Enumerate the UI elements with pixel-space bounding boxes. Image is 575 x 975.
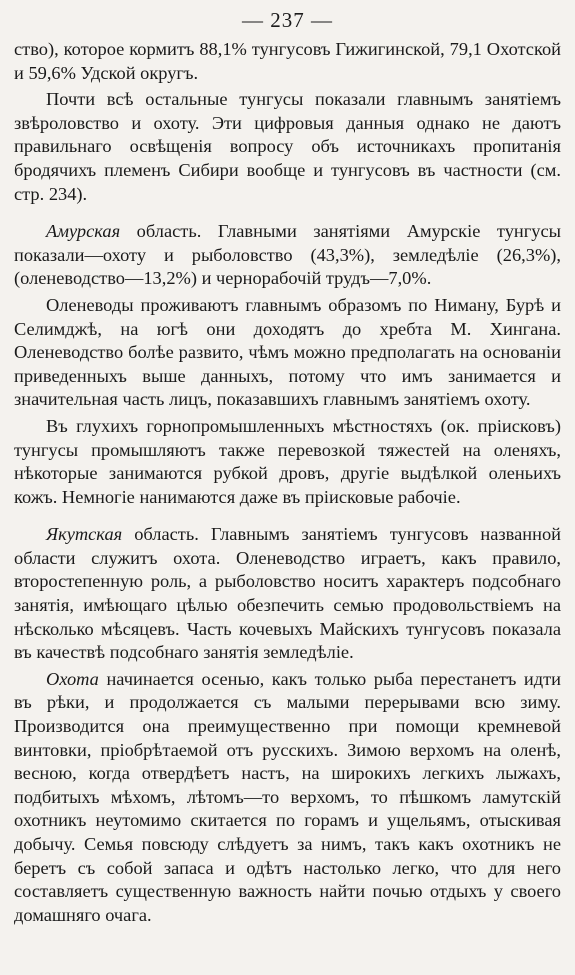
- paragraph-5: Въ глухихъ горнопромышленныхъ мѣстностяхъ (ок. пріисковъ) тунгусы промышляютъ также перевозкой тяжестей на оленяхъ, нѣкоторые занимаются рубкой дровъ, другіе выдѣлкой оленьихъ кожъ. Немногіе нанимаются даже въ пріисковые рабочіе.: [14, 415, 561, 507]
- paragraph-6: [14, 523, 561, 665]
- paragraph-6-text: область. Главнымъ занятіемъ тунгусовъ названной области служитъ охота. Оленеводство играетъ, какъ правило, второстепенную роль, а рыболовство носитъ характеръ подсобнаго занятія, имѣющаго цѣлью обезпечить семью продовольствіемъ на нѣсколько мѣсяцевъ. Часть кочевыхъ Майскихъ тунгусовъ показала въ качествѣ подсобнаго занятія земледѣліе.: [14, 524, 561, 663]
- paragraph-1: ство), которое кормитъ 88,1% тунгусовъ Гижигинской, 79,1 Охотской и 59,6% Удской округъ.: [14, 39, 561, 83]
- paragraph-7-text: начинается осенью, какъ только рыба перестанетъ идти въ рѣки, и продолжается съ малыми перерывами всю зиму. Производится она преимущественно при помощи кремневой винтовки, пріобрѣтаемой отъ русскихъ. Зимою верхомъ на оленѣ, весною, когда отвердѣетъ настъ, на широкихъ легкихъ лыжахъ, подбитыхъ мѣхомъ, лѣтомъ—то верхомъ, то пѣшкомъ ламутскій охотникъ неутомимо скитается по горамъ и ущельямъ, отыскивая добычу. Семья повсюду слѣдуетъ за нимъ, такъ какъ охотникъ не беретъ съ собой запаса и одѣтъ настолько легко, что для него составляетъ существенную важность найти почью отдыхъ у своего домашняго очага.: [14, 668, 561, 925]
- paragraph-3: [14, 220, 561, 291]
- section-heading-yakut: Якутская: [46, 524, 123, 545]
- paragraph-7: [14, 668, 561, 928]
- term-hunting: Охота: [46, 668, 99, 689]
- section-heading-amur: Амурская: [46, 221, 121, 242]
- paragraph-4: Оленеводы проживаютъ главнымъ образомъ по Ниману, Бурѣ и Селимджѣ, на югѣ они доходятъ до хребта М. Хингана. Оленеводство болѣе развито, чѣмъ можно предполагать на основаніи приведенныхъ выше данныхъ, потому что имъ занимается и значительная часть лицъ, показавшихъ главнымъ занятіемъ охоту.: [14, 294, 561, 410]
- main-text: [14, 38, 561, 927]
- paragraph-2: Почти всѣ остальные тунгусы показали главнымъ занятіемъ звѣроловство и охоту. Эти цифровыя данныя однако не даютъ правильнаго освѣщенія вопросу объ источникахъ пропитанія бродячихъ племенъ Сибири вообще и тунгусовъ въ частности (см. стр. 234).: [14, 89, 561, 204]
- page-number: — 237 —: [242, 8, 333, 32]
- paragraph-3-text: область. Главными занятіями Амурскіе тунгусы показали—охоту и рыболовство (43,3%), земледѣліе (26,3%), (оленеводство—13,2%) и чернорабочій трудъ—7,0%.: [14, 221, 561, 289]
